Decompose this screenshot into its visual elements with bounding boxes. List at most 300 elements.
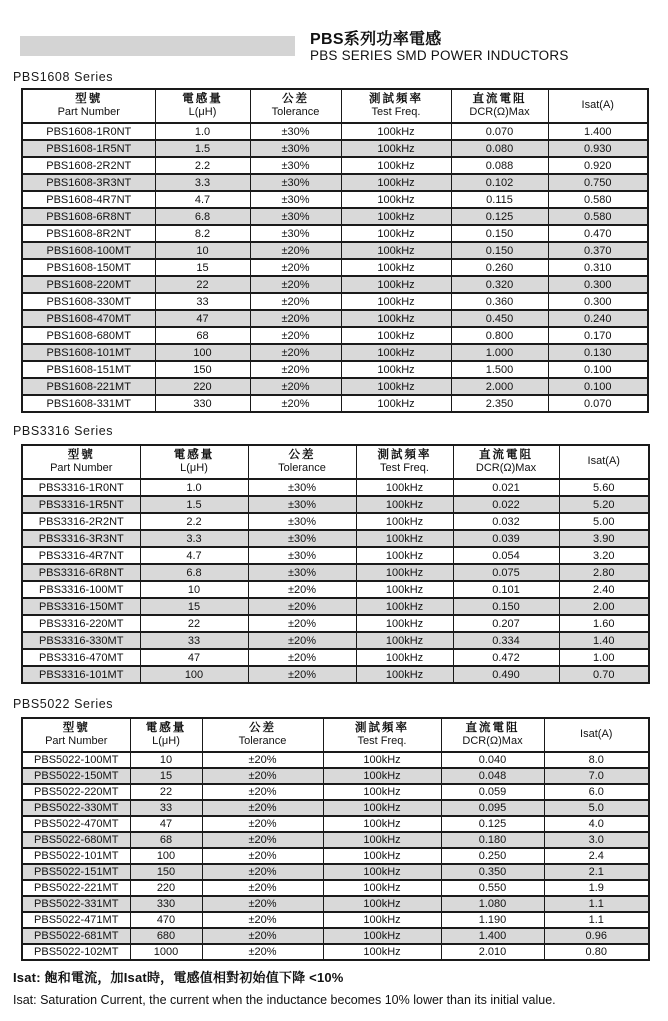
table-cell: 1.9 <box>544 880 649 896</box>
table-cell: 0.180 <box>441 832 544 848</box>
table-cell: ±20% <box>248 615 356 632</box>
table-cell: 22 <box>140 615 248 632</box>
table-cell: PBS3316-2R2NT <box>22 513 140 530</box>
table-cell: 100kHz <box>323 800 441 816</box>
column-header-isat: Isat(A) <box>544 718 649 752</box>
table-cell: 100kHz <box>341 344 451 361</box>
table-cell: ±20% <box>250 310 341 327</box>
table-cell: ±20% <box>202 896 323 912</box>
table-cell: 100kHz <box>356 632 453 649</box>
table-row <box>22 513 649 530</box>
table-cell: 100kHz <box>323 896 441 912</box>
table-cell: 0.350 <box>441 864 544 880</box>
table-cell: 0.150 <box>453 598 559 615</box>
table-cell: 0.022 <box>453 496 559 513</box>
table-row <box>22 864 649 880</box>
table-cell: PBS1608-2R2NT <box>22 157 155 174</box>
column-header-inductance: 電感量 L(μH) <box>140 445 248 479</box>
table-cell: PBS1608-8R2NT <box>22 225 155 242</box>
table-cell: PBS1608-3R3NT <box>22 174 155 191</box>
table-cell: 0.800 <box>451 327 548 344</box>
table-cell: 33 <box>155 293 250 310</box>
table-row <box>22 666 649 683</box>
table-cell: ±30% <box>250 140 341 157</box>
table-cell: PBS1608-470MT <box>22 310 155 327</box>
table-cell: 33 <box>130 800 202 816</box>
table-cell: PBS1608-6R8NT <box>22 208 155 225</box>
table-cell: 3.3 <box>140 530 248 547</box>
table-row <box>22 344 648 361</box>
table-cell: 100kHz <box>341 140 451 157</box>
table-cell: 4.7 <box>140 547 248 564</box>
table-cell: 330 <box>130 896 202 912</box>
column-header-test-freq: 測試頻率 Test Freq. <box>341 89 451 123</box>
table-cell: 150 <box>130 864 202 880</box>
table-cell: PBS1608-151MT <box>22 361 155 378</box>
series-label-pbs3316: PBS3316 Series <box>13 424 114 438</box>
table-row <box>22 547 649 564</box>
table-cell: ±20% <box>202 864 323 880</box>
table-cell: 2.00 <box>559 598 649 615</box>
column-header-tolerance: 公差 Tolerance <box>248 445 356 479</box>
table-cell: 0.102 <box>451 174 548 191</box>
table-cell: 2.350 <box>451 395 548 412</box>
column-header-part-number: 型號 Part Number <box>22 718 130 752</box>
table-cell: 2.40 <box>559 581 649 598</box>
table-cell: ±20% <box>202 784 323 800</box>
table-cell: 10 <box>140 581 248 598</box>
table-cell: 100 <box>155 344 250 361</box>
table-cell: 0.470 <box>548 225 648 242</box>
page-subtitle: PBS SERIES SMD POWER INDUCTORS <box>310 48 569 63</box>
column-header-tolerance: 公差 Tolerance <box>202 718 323 752</box>
table-cell: 22 <box>155 276 250 293</box>
table-cell: PBS5022-221MT <box>22 880 130 896</box>
table-cell: 1000 <box>130 944 202 960</box>
table-cell: ±20% <box>248 649 356 666</box>
table-cell: ±30% <box>250 225 341 242</box>
table-cell: 100kHz <box>323 816 441 832</box>
table-cell: 0.021 <box>453 479 559 496</box>
table-cell: PBS3316-220MT <box>22 615 140 632</box>
table-row <box>22 581 649 598</box>
table-cell: PBS1608-100MT <box>22 242 155 259</box>
table-cell: 0.150 <box>451 225 548 242</box>
table-cell: 0.240 <box>548 310 648 327</box>
table-cell: 100kHz <box>356 666 453 683</box>
table-cell: 0.310 <box>548 259 648 276</box>
table-cell: PBS1608-331MT <box>22 395 155 412</box>
table-row <box>22 327 648 344</box>
table-cell: 0.472 <box>453 649 559 666</box>
table-row <box>22 530 649 547</box>
table-cell: PBS1608-221MT <box>22 378 155 395</box>
table-cell: PBS3316-6R8NT <box>22 564 140 581</box>
table-cell: 22 <box>130 784 202 800</box>
column-header-test-freq: 測試頻率 Test Freq. <box>356 445 453 479</box>
table-cell: ±20% <box>248 598 356 615</box>
table-cell: ±20% <box>250 259 341 276</box>
table-row <box>22 191 648 208</box>
isat-note-cjk: Isat: 飽和電流，加Isat時，電感值相對初始值下降 <10% <box>13 970 344 985</box>
table-cell: 2.80 <box>559 564 649 581</box>
table-cell: 10 <box>155 242 250 259</box>
table-cell: 1.190 <box>441 912 544 928</box>
table-cell: 1.0 <box>140 479 248 496</box>
table-row <box>22 598 649 615</box>
table-cell: 0.320 <box>451 276 548 293</box>
table-cell: 0.054 <box>453 547 559 564</box>
table-row <box>22 649 649 666</box>
table-cell: 100kHz <box>341 208 451 225</box>
table-row <box>22 944 649 960</box>
table-cell: ±30% <box>250 191 341 208</box>
table-row <box>22 784 649 800</box>
table-cell: 330 <box>155 395 250 412</box>
table-cell: PBS1608-680MT <box>22 327 155 344</box>
table-cell: 47 <box>130 816 202 832</box>
table-cell: ±20% <box>202 768 323 784</box>
table-cell: ±20% <box>202 752 323 768</box>
table-row <box>22 479 649 496</box>
table-cell: 100kHz <box>356 598 453 615</box>
table-cell: ±30% <box>248 530 356 547</box>
table-cell: ±20% <box>202 912 323 928</box>
table-cell: 100kHz <box>341 378 451 395</box>
table-cell: 100kHz <box>341 157 451 174</box>
table-cell: 5.00 <box>559 513 649 530</box>
table-cell: 1.400 <box>441 928 544 944</box>
table-cell: 100kHz <box>323 768 441 784</box>
table-cell: ±20% <box>202 800 323 816</box>
table-cell: ±30% <box>248 513 356 530</box>
table-row <box>22 174 648 191</box>
table-cell: 0.101 <box>453 581 559 598</box>
table-cell: 0.920 <box>548 157 648 174</box>
table-cell: 2.4 <box>544 848 649 864</box>
table-cell: 100kHz <box>323 848 441 864</box>
table-cell: 100kHz <box>356 496 453 513</box>
table-cell: ±20% <box>250 293 341 310</box>
table-cell: 100kHz <box>356 615 453 632</box>
table-cell: PBS5022-330MT <box>22 800 130 816</box>
table-cell: 0.360 <box>451 293 548 310</box>
table-cell: 15 <box>130 768 202 784</box>
table-row <box>22 208 648 225</box>
table-row <box>22 896 649 912</box>
table-cell: 100kHz <box>356 513 453 530</box>
table-cell: 100kHz <box>323 944 441 960</box>
table-cell: PBS5022-151MT <box>22 864 130 880</box>
table-cell: 220 <box>130 880 202 896</box>
table-row <box>22 848 649 864</box>
table-row <box>22 157 648 174</box>
table-cell: 47 <box>155 310 250 327</box>
table-cell: 3.3 <box>155 174 250 191</box>
table-cell: 0.170 <box>548 327 648 344</box>
table-cell: PBS5022-470MT <box>22 816 130 832</box>
table-row <box>22 259 648 276</box>
table-row <box>22 310 648 327</box>
table-cell: PBS3316-100MT <box>22 581 140 598</box>
table-cell: 0.150 <box>451 242 548 259</box>
table-cell: 100kHz <box>356 530 453 547</box>
table-cell: ±20% <box>202 832 323 848</box>
table-row <box>22 140 648 157</box>
table-cell: 0.580 <box>548 208 648 225</box>
table-cell: 100kHz <box>341 276 451 293</box>
table-cell: ±20% <box>248 632 356 649</box>
table-cell: 0.750 <box>548 174 648 191</box>
table-cell: PBS3316-150MT <box>22 598 140 615</box>
table-cell: 3.0 <box>544 832 649 848</box>
table-cell: 6.8 <box>155 208 250 225</box>
table-cell: 0.115 <box>451 191 548 208</box>
table-cell: 100kHz <box>323 784 441 800</box>
table-cell: 0.125 <box>451 208 548 225</box>
table-cell: 100kHz <box>341 395 451 412</box>
column-header-inductance: 電感量 L(μH) <box>130 718 202 752</box>
spec-table-pbs1608 <box>21 88 649 413</box>
table-cell: 100 <box>140 666 248 683</box>
spec-table-pbs3316 <box>21 444 650 684</box>
table-cell: 0.207 <box>453 615 559 632</box>
table-row <box>22 293 648 310</box>
table-cell: 2.010 <box>441 944 544 960</box>
table-cell: PBS3316-1R5NT <box>22 496 140 513</box>
table-row <box>22 632 649 649</box>
table-cell: 0.100 <box>548 378 648 395</box>
table-row <box>22 242 648 259</box>
table-cell: PBS1608-330MT <box>22 293 155 310</box>
table-cell: 1.0 <box>155 123 250 140</box>
table-cell: ±20% <box>250 242 341 259</box>
table-row <box>22 816 649 832</box>
column-header-inductance: 電感量 L(μH) <box>155 89 250 123</box>
table-row <box>22 615 649 632</box>
table-cell: 100kHz <box>341 361 451 378</box>
table-row <box>22 768 649 784</box>
table-cell: 3.20 <box>559 547 649 564</box>
table-cell: 100kHz <box>341 259 451 276</box>
table-cell: ±20% <box>250 378 341 395</box>
table-cell: PBS5022-101MT <box>22 848 130 864</box>
table-cell: ±20% <box>202 944 323 960</box>
table-cell: ±20% <box>202 880 323 896</box>
table-cell: 0.080 <box>451 140 548 157</box>
table-cell: 100kHz <box>356 479 453 496</box>
table-cell: 100kHz <box>323 832 441 848</box>
table-cell: 100kHz <box>341 225 451 242</box>
table-cell: 5.0 <box>544 800 649 816</box>
table-cell: 100kHz <box>323 752 441 768</box>
table-cell: ±20% <box>202 848 323 864</box>
table-cell: ±20% <box>250 344 341 361</box>
table-cell: ±20% <box>250 276 341 293</box>
table-header-row <box>22 718 649 752</box>
table-cell: 100kHz <box>323 864 441 880</box>
table-cell: 2.000 <box>451 378 548 395</box>
table-cell: 0.032 <box>453 513 559 530</box>
table-row <box>22 880 649 896</box>
table-cell: 100kHz <box>341 310 451 327</box>
table-cell: 0.070 <box>451 123 548 140</box>
table-cell: 0.580 <box>548 191 648 208</box>
table-cell: ±20% <box>250 395 341 412</box>
table-cell: 150 <box>155 361 250 378</box>
table-cell: 0.300 <box>548 293 648 310</box>
table-cell: 0.070 <box>548 395 648 412</box>
table-cell: 4.0 <box>544 816 649 832</box>
table-cell: PBS1608-101MT <box>22 344 155 361</box>
table-cell: PBS1608-4R7NT <box>22 191 155 208</box>
table-row <box>22 276 648 293</box>
column-header-part-number: 型號 Part Number <box>22 89 155 123</box>
table-cell: ±20% <box>202 928 323 944</box>
table-cell: 0.450 <box>451 310 548 327</box>
table-cell: ±20% <box>202 816 323 832</box>
table-cell: PBS5022-680MT <box>22 832 130 848</box>
table-cell: 680 <box>130 928 202 944</box>
table-cell: 5.20 <box>559 496 649 513</box>
column-header-part-number: 型號 Part Number <box>22 445 140 479</box>
table-cell: PBS5022-150MT <box>22 768 130 784</box>
table-cell: 100kHz <box>356 581 453 598</box>
table-cell: 0.334 <box>453 632 559 649</box>
table-row <box>22 928 649 944</box>
table-cell: 0.490 <box>453 666 559 683</box>
table-cell: 3.90 <box>559 530 649 547</box>
table-cell: 6.0 <box>544 784 649 800</box>
table-row <box>22 225 648 242</box>
table-cell: ±30% <box>250 174 341 191</box>
table-cell: ±30% <box>248 547 356 564</box>
table-cell: 0.048 <box>441 768 544 784</box>
table-cell: ±30% <box>250 208 341 225</box>
table-cell: ±30% <box>250 157 341 174</box>
table-header-row <box>22 89 648 123</box>
table-cell: 0.039 <box>453 530 559 547</box>
table-cell: 100kHz <box>341 191 451 208</box>
table-cell: ±30% <box>248 479 356 496</box>
table-row <box>22 564 649 581</box>
table-cell: PBS5022-681MT <box>22 928 130 944</box>
table-cell: 470 <box>130 912 202 928</box>
table-row <box>22 123 648 140</box>
table-cell: 2.1 <box>544 864 649 880</box>
column-header-isat: Isat(A) <box>559 445 649 479</box>
table-cell: 100kHz <box>356 547 453 564</box>
table-cell: 100kHz <box>356 649 453 666</box>
series-label-pbs1608: PBS1608 Series <box>13 70 114 84</box>
table-cell: ±20% <box>248 666 356 683</box>
table-cell: 1.00 <box>559 649 649 666</box>
table-cell: 100kHz <box>341 242 451 259</box>
table-cell: 0.80 <box>544 944 649 960</box>
table-cell: 100kHz <box>323 928 441 944</box>
table-cell: 1.5 <box>155 140 250 157</box>
table-cell: 2.2 <box>155 157 250 174</box>
table-cell: 1.500 <box>451 361 548 378</box>
column-header-dcr: 直流電阻 DCR(Ω)Max <box>453 445 559 479</box>
table-cell: ±30% <box>248 496 356 513</box>
table-cell: PBS5022-471MT <box>22 912 130 928</box>
table-row <box>22 832 649 848</box>
table-cell: 1.1 <box>544 896 649 912</box>
table-cell: 0.250 <box>441 848 544 864</box>
table-header-row <box>22 445 649 479</box>
table-cell: 0.075 <box>453 564 559 581</box>
table-cell: 1.60 <box>559 615 649 632</box>
table-cell: 5.60 <box>559 479 649 496</box>
table-cell: PBS3316-470MT <box>22 649 140 666</box>
table-cell: 0.125 <box>441 816 544 832</box>
table-cell: 0.130 <box>548 344 648 361</box>
table-cell: 0.96 <box>544 928 649 944</box>
table-cell: ±30% <box>250 123 341 140</box>
column-header-tolerance: 公差 Tolerance <box>250 89 341 123</box>
table-cell: 15 <box>140 598 248 615</box>
header-highlight-bar <box>20 36 295 56</box>
table-cell: 220 <box>155 378 250 395</box>
table-cell: 1.1 <box>544 912 649 928</box>
column-header-dcr: 直流電阻 DCR(Ω)Max <box>451 89 548 123</box>
table-cell: 47 <box>140 649 248 666</box>
table-row <box>22 752 649 768</box>
table-cell: 1.400 <box>548 123 648 140</box>
table-cell: 100kHz <box>356 564 453 581</box>
table-cell: 100kHz <box>341 293 451 310</box>
table-cell: 100kHz <box>323 880 441 896</box>
table-cell: PBS5022-220MT <box>22 784 130 800</box>
table-cell: 0.095 <box>441 800 544 816</box>
table-row <box>22 395 648 412</box>
table-cell: 1.40 <box>559 632 649 649</box>
table-cell: PBS3316-1R0NT <box>22 479 140 496</box>
table-cell: 0.70 <box>559 666 649 683</box>
table-cell: 68 <box>155 327 250 344</box>
table-cell: 2.2 <box>140 513 248 530</box>
table-cell: 0.370 <box>548 242 648 259</box>
table-cell: PBS3316-3R3NT <box>22 530 140 547</box>
table-cell: 6.8 <box>140 564 248 581</box>
table-cell: 0.088 <box>451 157 548 174</box>
table-cell: PBS5022-100MT <box>22 752 130 768</box>
table-cell: PBS5022-102MT <box>22 944 130 960</box>
table-cell: 0.040 <box>441 752 544 768</box>
isat-note-en: Isat: Saturation Current, the current when the inductance becomes 10% lower than its initial value. <box>13 993 556 1007</box>
table-cell: 0.550 <box>441 880 544 896</box>
table-cell: PBS1608-1R0NT <box>22 123 155 140</box>
table-cell: PBS3316-330MT <box>22 632 140 649</box>
table-row <box>22 800 649 816</box>
table-cell: PBS1608-220MT <box>22 276 155 293</box>
table-cell: 7.0 <box>544 768 649 784</box>
table-cell: 100kHz <box>323 912 441 928</box>
table-cell: 0.059 <box>441 784 544 800</box>
spec-table-pbs5022 <box>21 717 650 961</box>
table-cell: 0.930 <box>548 140 648 157</box>
table-cell: 15 <box>155 259 250 276</box>
table-cell: ±20% <box>250 361 341 378</box>
table-cell: 0.260 <box>451 259 548 276</box>
table-row <box>22 912 649 928</box>
table-cell: 100 <box>130 848 202 864</box>
table-cell: 8.0 <box>544 752 649 768</box>
page-title: PBS系列功率電感 <box>310 31 442 48</box>
column-header-dcr: 直流電阻 DCR(Ω)Max <box>441 718 544 752</box>
column-header-test-freq: 測試頻率 Test Freq. <box>323 718 441 752</box>
